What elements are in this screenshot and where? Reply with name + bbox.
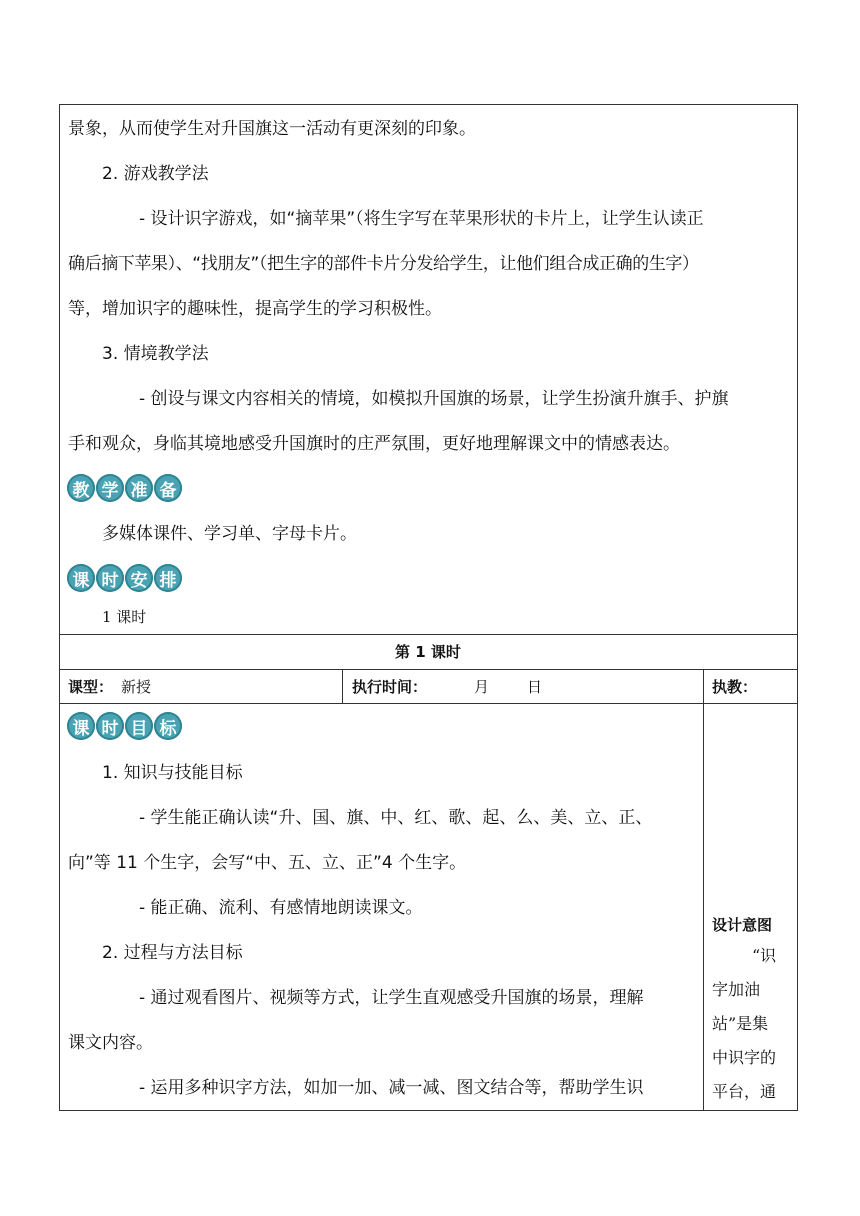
method-3-title: 3. 情境教学法 <box>102 344 209 364</box>
col-divider-type <box>342 669 343 703</box>
execution-time-label: 执行时间： <box>352 678 428 696</box>
method-2-line-1: - 设计识字游戏，如“摘苹果”（将生字写在苹果形状的卡片上，让学生认读正 <box>139 209 704 229</box>
method-3-line-1: - 创设与课文内容相关的情境，如模拟升国旗的场景，让学生扮演升旗手、护旗 <box>139 389 729 409</box>
month-label: 月 <box>474 678 490 696</box>
goal-2-line-1: - 通过观看图片、视频等方式，让学生直观感受升国旗的场景，理解 <box>139 988 644 1008</box>
design-intent-title: 设计意图 <box>712 916 773 934</box>
badge-char: 准 <box>125 474 153 502</box>
objectives-heading-badge <box>67 712 182 740</box>
badge-char: 教 <box>67 474 95 502</box>
design-intent-line: 站”是集 <box>712 1014 769 1033</box>
goal-2-line-2: 课文内容。 <box>68 1033 153 1053</box>
badge-char: 时 <box>96 564 124 592</box>
method-3-line-2: 手和观众，身临其境地感受升国旗时的庄严氛围，更好地理解课文中的情感表达。 <box>68 434 680 454</box>
badge-char: 学 <box>96 474 124 502</box>
design-intent-line: 中识字的 <box>712 1048 777 1067</box>
design-intent-text <box>712 942 794 1106</box>
lesson-header: 第 1 课时 <box>395 643 461 661</box>
schedule-heading-badge <box>67 564 182 592</box>
badge-char: 时 <box>96 712 124 740</box>
badge-char: 安 <box>125 564 153 592</box>
lesson-type-value: 新授 <box>121 678 152 696</box>
row-divider-body <box>59 703 798 704</box>
badge-char: 标 <box>154 712 182 740</box>
method-2-line-2: 确后摘下苹果）、“找朋友”（把生字的部件卡片分发给学生，让他们组合成正确的生字） <box>68 254 699 274</box>
design-intent-line: 平台，通 <box>712 1082 777 1101</box>
badge-char: 课 <box>67 564 95 592</box>
method-2-line-3: 等，增加识字的趣味性，提高学生的学习积极性。 <box>68 299 442 319</box>
goal-1-title: 1. 知识与技能目标 <box>102 763 243 783</box>
row-divider-header <box>59 634 798 635</box>
prep-heading-badge <box>67 474 182 502</box>
goal-1-line-3: - 能正确、流利、有感情地朗读课文。 <box>139 898 423 918</box>
badge-char: 目 <box>125 712 153 740</box>
goal-2-line-3: - 运用多种识字方法，如加一加、减一减、图文结合等，帮助学生识 <box>139 1078 644 1098</box>
prep-text: 多媒体课件、学习单、字母卡片。 <box>102 524 357 544</box>
design-intent-line: “识 <box>752 946 777 965</box>
method-2-title: 2. 游戏教学法 <box>102 164 209 184</box>
goal-2-title: 2. 过程与方法目标 <box>102 943 243 963</box>
row-divider-info <box>59 669 798 670</box>
badge-char: 课 <box>67 712 95 740</box>
schedule-text: 1 课时 <box>102 608 147 626</box>
teacher-label: 执教： <box>712 678 758 696</box>
lesson-type-label: 课型： <box>68 678 114 696</box>
day-label: 日 <box>527 678 543 696</box>
badge-char: 排 <box>154 564 182 592</box>
method-continuation-text: 景象，从而使学生对升国旗这一活动有更深刻的印象。 <box>68 119 476 139</box>
goal-1-line-2: 向”等 11 个生字，会写“中、五、立、正”4 个生字。 <box>68 853 467 873</box>
badge-char: 备 <box>154 474 182 502</box>
col-divider-time <box>703 669 704 1111</box>
goal-1-line-1: - 学生能正确认读“升、国、旗、中、红、歌、起、么、美、立、正、 <box>139 808 653 828</box>
design-intent-line: 字加油 <box>712 980 761 999</box>
